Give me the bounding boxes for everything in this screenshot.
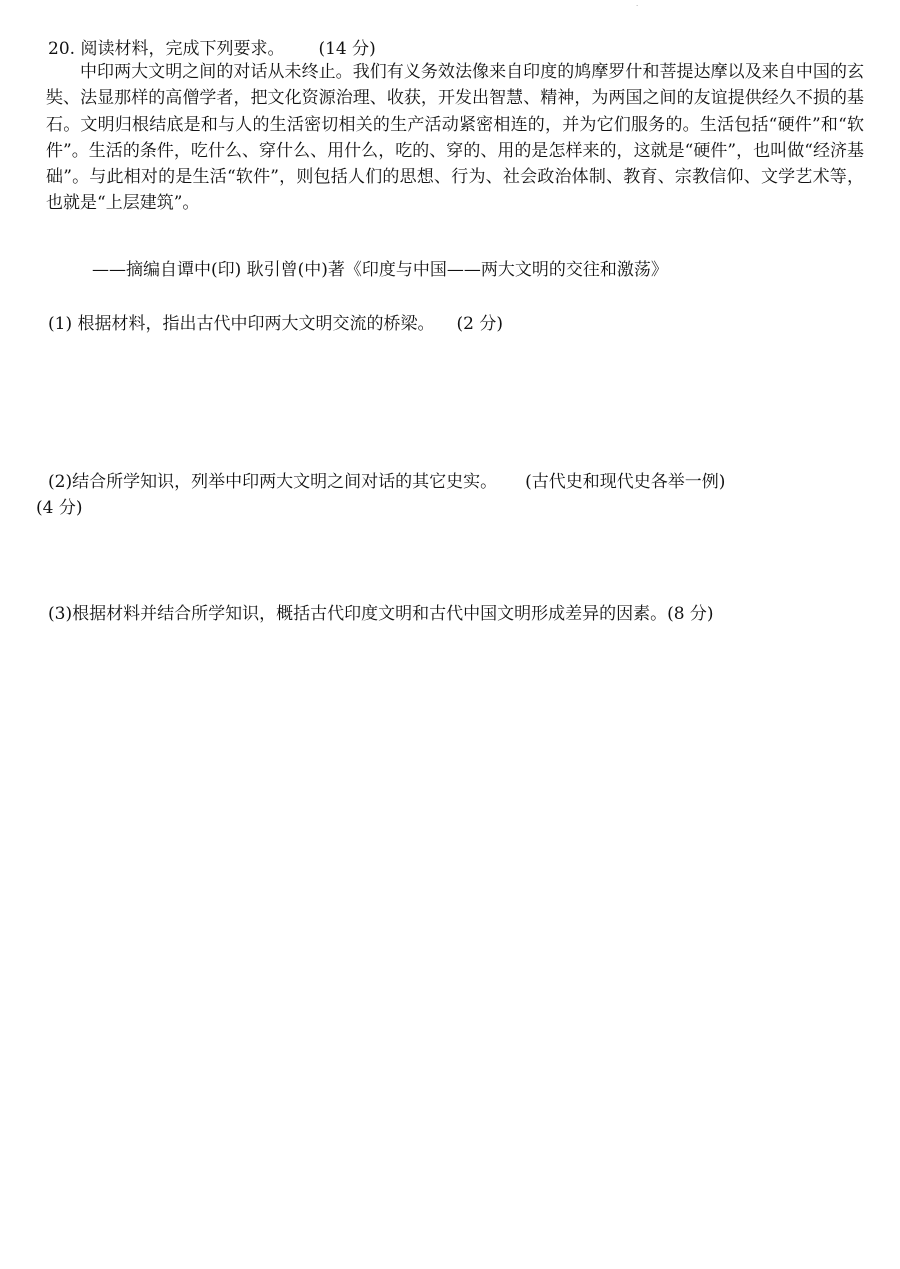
sub-question-1-points: (2 分) bbox=[456, 314, 503, 334]
question-header bbox=[48, 37, 376, 61]
question-points: (14 分) bbox=[318, 39, 376, 59]
passage-source: ——摘编自谭中(印) 耿引曾(中)著《印度与中国——两大文明的交往和激荡》 bbox=[92, 260, 668, 280]
sub-question-3 bbox=[48, 601, 714, 627]
question-prompt: 20. 阅读材料，完成下列要求。 bbox=[48, 39, 285, 59]
reading-passage: 中印两大文明之间的对话从未终止。我们有义务效法像来自印度的鸠摩罗什和菩提达摩以及来自中国的玄奘、法显那样的高僧学者，把文化资源治理、收获，开发出智慧、精神，为两国之间的友谊提供经久不损的基石。文明归根结底是和与人的生活密切相关的生产活动紧密相连的，并为它们服务的。生活包括“硬件”和“软件”。生活的条件，吃什么、穿什么、用什么，吃的、穿的、用的是怎样来的，这就是“硬件”，也叫做“经济基础”。与此相对的是生活“软件”，则包括人们的思想、行为、社会政治体制、教育、宗教信仰、文学艺术等，也就是“上层建筑”。 bbox=[46, 62, 864, 214]
sub-question-1-text: (1) 根据材料，指出古代中印两大文明交流的桥梁。 bbox=[48, 314, 435, 334]
sub-question-2-text: (2)结合所学知识，列举中印两大文明之间对话的其它史实。 bbox=[48, 472, 498, 492]
sub-question-1 bbox=[48, 311, 503, 337]
sub-question-2 bbox=[48, 469, 725, 495]
sub-question-2-points: (4 分) bbox=[36, 498, 83, 518]
sub-question-2-hint: (古代史和现代史各举一例) bbox=[525, 472, 726, 492]
sub-question-3-text: (3)根据材料并结合所学知识，概括古代印度文明和古代中国文明形成差异的因素。(8 分) bbox=[48, 604, 714, 624]
page-corner-mark: · bbox=[636, 2, 639, 10]
